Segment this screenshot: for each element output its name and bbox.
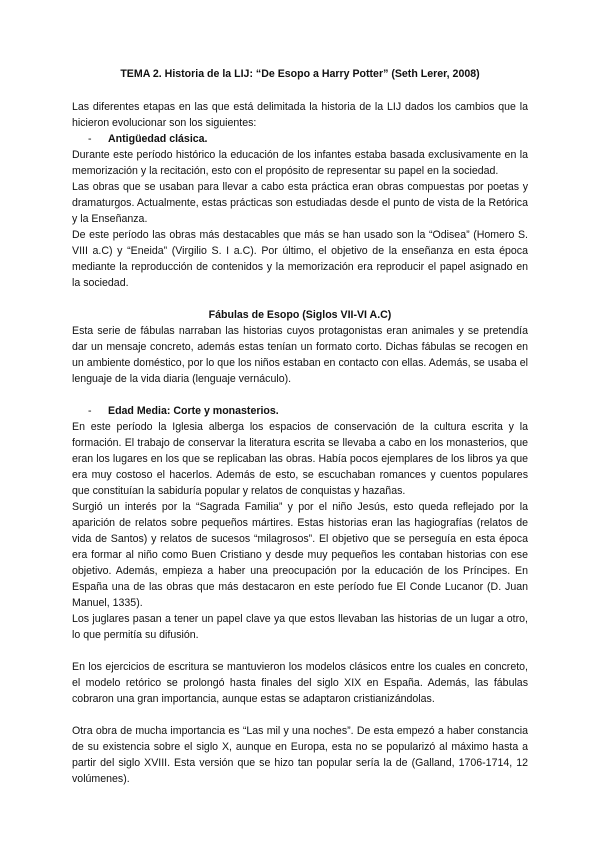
document-title: TEMA 2. Historia de la LIJ: “De Esopo a Harry Potter” (Seth Lerer, 2008) xyxy=(120,68,480,80)
intro-paragraph: Las diferentes etapas en las que está delimitada la historia de la LIJ dados los cambios que la hicieron evolucionar son los siguientes: xyxy=(72,101,528,129)
bullet-marker: - xyxy=(88,133,92,145)
edad-media-paragraph-3: Los juglares pasan a tener un papel clave ya que estos llevaban las historias de un lugar a otro, lo que permitía su difusión. xyxy=(72,613,528,641)
edad-media-paragraph-4: En los ejercicios de escritura se mantuvieron los modelos clásicos entre los cuales en concreto, el modelo retórico se prolongó hasta finales del siglo XIX en España. Además, las fábulas cobraron una gran importancia, aunque estas se adaptaron cristianizándolas. xyxy=(72,661,528,705)
bullet-marker: - xyxy=(88,405,92,417)
section-heading-antiguedad: Antigüedad clásica. xyxy=(108,133,208,145)
antiguedad-paragraph-1: Durante este período histórico la educación de los infantes estaba basada exclusivamente en la memorización y la recitación, esto con el propósito de representar su papel en la sociedad. xyxy=(72,149,528,177)
section-heading-fabulas: Fábulas de Esopo (Siglos VII-VI A.C) xyxy=(208,309,392,321)
fabulas-paragraph-1: Esta serie de fábulas narraban las historias cuyos protagonistas eran animales y se pretendía dar un mensaje concreto, además estas tenían un formato corto. Dichas fábulas se recogen en un ambiente doméstico, por lo que los niños estaban en contacto con ellas. Además, se usaba el lenguaje de la vida diaria (lenguaje vernáculo). xyxy=(72,325,528,385)
bullet-antiguedad xyxy=(72,131,528,147)
document-page xyxy=(72,66,528,787)
edad-media-paragraph-5: Otra obra de mucha importancia es “Las mil y una noches”. De esta empezó a haber constancia de su existencia sobre el siglo X, aunque en Europa, esta no se popularizó al máximo hasta a partir del siglo XVIII. Esta versión que se hizo tan popular sería la de (Galland, 1706-1714, 12 volúmenes). xyxy=(72,725,528,785)
antiguedad-paragraph-3: De este período las obras más destacables que más se han usado son la “Odisea” (Homero S. VIII a.C) y “Eneida” (Virgilio S. I a.C). Por último, el objetivo de la enseñanza en esta época mediante la reproducción de contenidos y la memorización era reproducir el papel asignado en la sociedad. xyxy=(72,229,528,289)
edad-media-paragraph-2: Surgió un interés por la “Sagrada Familia” y por el niño Jesús, esto queda reflejado por la aparición de relatos sobre pequeños mártires. Estas historias eran las hagiografías (relatos de vida de Santos) y relatos de sucesos “milagrosos”. El objetivo que se perseguía en esta época era formar al niño como Buen Cristiano y desde muy pequeños les contaban historias con ese objetivo. Además, empieza a haber una preocupación por la educación de los Príncipes. En España una de las obras que más destacaron en este período fue El Conde Lucanor (D. Juan Manuel, 1335). xyxy=(72,501,528,609)
section-heading-edad-media: Edad Media: Corte y monasterios. xyxy=(108,405,279,417)
antiguedad-paragraph-2: Las obras que se usaban para llevar a cabo esta práctica eran obras compuestas por poetas y dramaturgos. Actualmente, estas prácticas son estudiadas desde el punto de vista de la Retórica y la Enseñanza. xyxy=(72,181,528,225)
edad-media-paragraph-1: En este período la Iglesia alberga los espacios de conservación de la cultura escrita y la formación. El trabajo de conservar la literatura escrita se llevaba a cabo en los monasterios, que eran los lugares en los que se replicaban las obras. Había pocos ejemplares de los libros ya que era muy costoso el hacerlos. Además de esto, se escuchaban romances y cuentos populares que constituían la sabiduría popular y relatos de conquistas y hazañas. xyxy=(72,421,528,497)
bullet-edad-media xyxy=(72,403,528,419)
